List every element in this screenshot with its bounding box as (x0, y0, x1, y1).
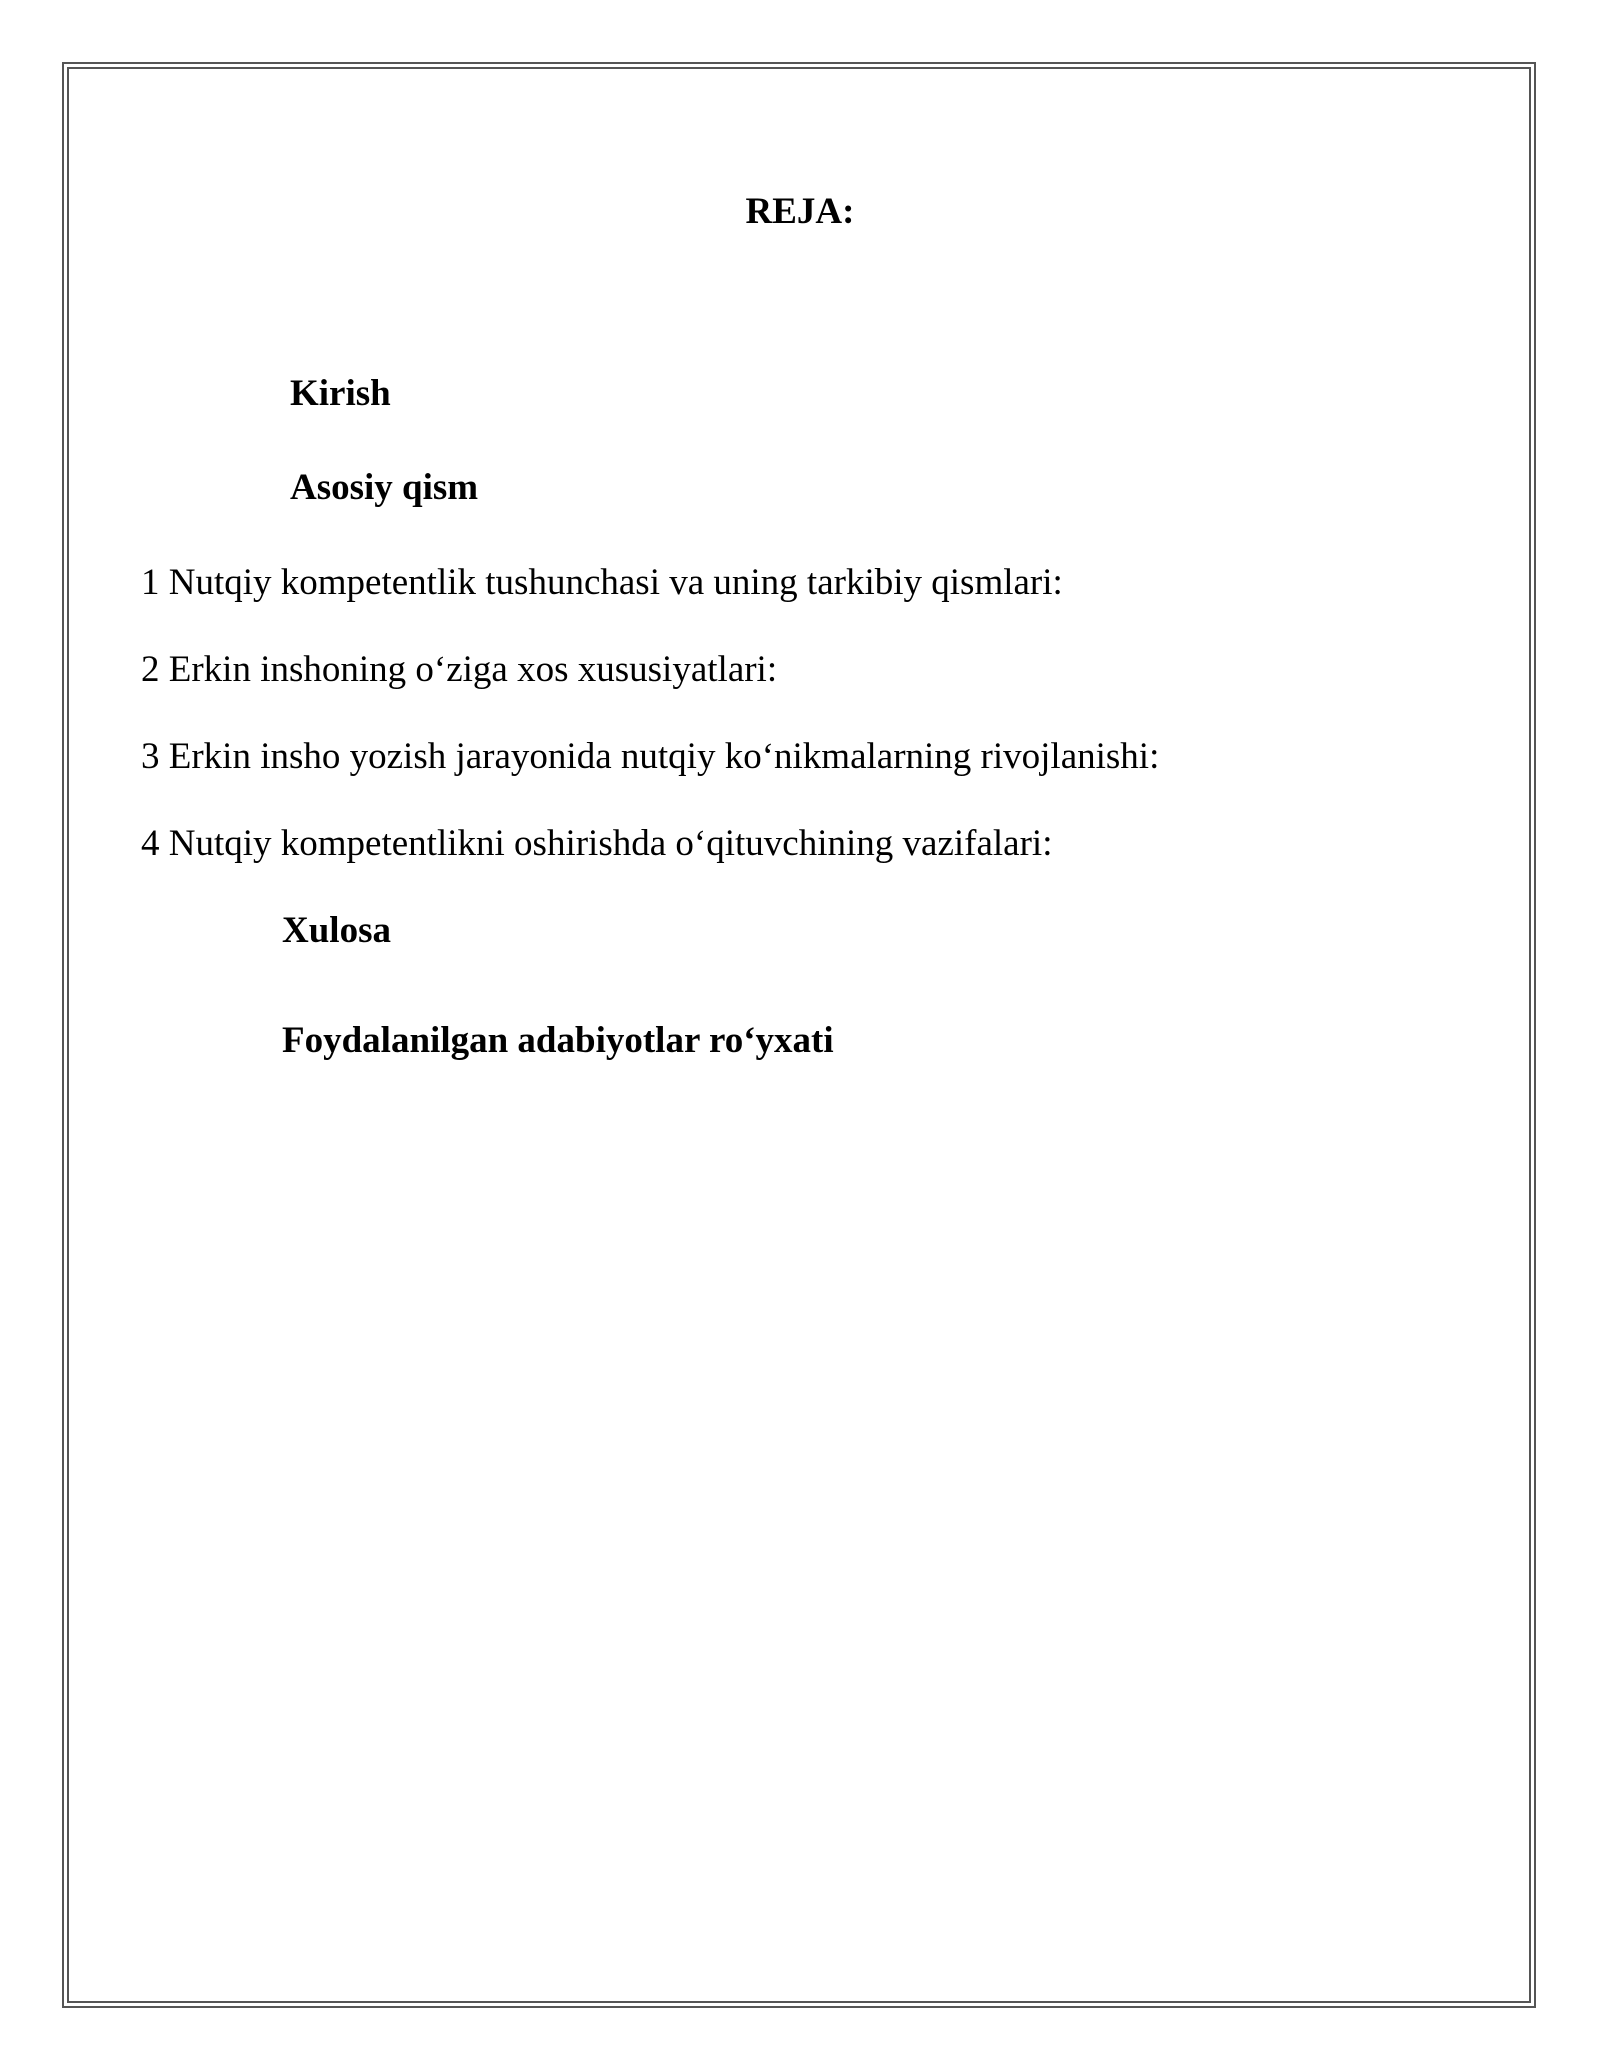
plan-item-1: 1 Nutqiy kompetentlik tushunchasi va uning tarkibiy qismlari: (141, 562, 1063, 603)
main-part-heading: Asosiy qism (290, 467, 479, 508)
plan-title: REJA: (745, 191, 855, 232)
references-heading: Foydalanilgan adabiyotlar ro‘yxati (282, 1020, 834, 1061)
plan-item-2: 2 Erkin inshoning o‘ziga xos xususiyatlari: (141, 649, 778, 690)
plan-item-4: 4 Nutqiy kompetentlikni oshirishda o‘qituvchining vazifalari: (141, 823, 1053, 864)
plan-item-3: 3 Erkin insho yozish jarayonida nutqiy ko‘nikmalarning rivojlanishi: (141, 736, 1160, 777)
intro-heading: Kirish (290, 373, 391, 414)
conclusion-heading: Xulosa (282, 910, 391, 951)
